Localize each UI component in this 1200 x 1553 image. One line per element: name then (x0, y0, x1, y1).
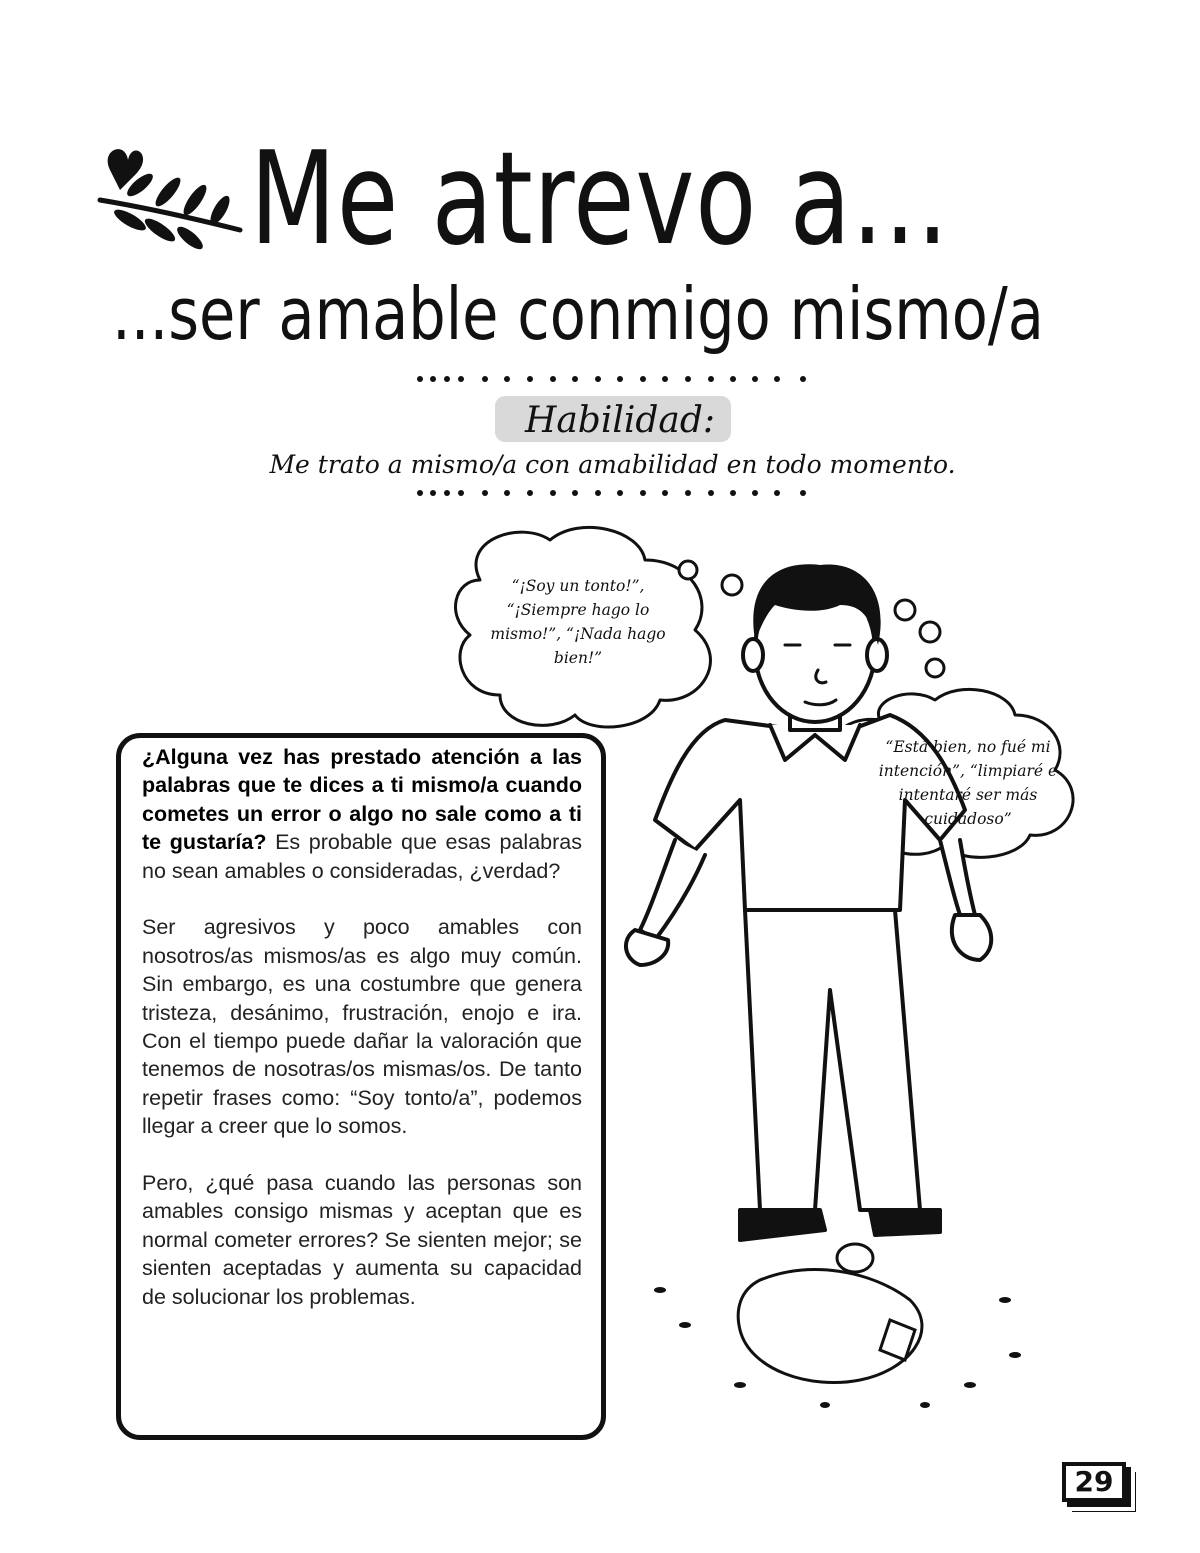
thought-negative-text: “¡Soy un tonto!”, “¡Siempre hago lo mismo!”, “¡Nada hago bien!” (490, 577, 666, 667)
skill-label: Habilidad: (524, 400, 716, 441)
info-text-content (142, 743, 582, 1433)
dotted-divider-top (415, 372, 815, 386)
page-subtitle: ...ser amable conmigo mismo/a (112, 272, 1044, 356)
paragraph-1 (142, 743, 582, 885)
paragraph-1-rest: Es probable que esas palabras no sean amables o consideradas, ¿verdad? (142, 830, 582, 883)
paragraph-1-question: ¿Alguna vez has prestado atención a las palabras que te dices a ti mismo/a cuando cometes un error o algo no sale como a ti te gustaría? (142, 745, 582, 855)
skill-description: Me trato a mismo/a con amabilidad en todo momento. (269, 450, 956, 479)
paragraph-2: Ser agresivos y poco amables con nosotros/as mismos/as es algo muy común. Sin embargo, es una costumbre que genera tristeza, desánimo, frustración, enojo e ira. Con el tiempo puede dañar la valoración que tenemos de nosotras/os mismas/os. De tanto repetir frases como: “Soy tonto/a”, podemos llegar a creer que lo somos. (142, 915, 582, 1139)
thought-positive-text: “Está bien, no fué mi intención”, “limpiaré e intentaré ser más cuidadoso” (878, 738, 1058, 828)
paragraph-3: Pero, ¿qué pasa cuando las personas son amables consigo mismas y aceptan que es normal cometer errores? Se sienten mejor; se sienten aceptadas y aumenta su capacidad de solucionar los problemas. (142, 1171, 582, 1309)
page-number: 29 (1074, 1465, 1114, 1498)
page-title: Me atrevo a... (250, 125, 950, 274)
leaf-branch-icon (80, 130, 250, 270)
dotted-divider-bottom (415, 486, 815, 500)
